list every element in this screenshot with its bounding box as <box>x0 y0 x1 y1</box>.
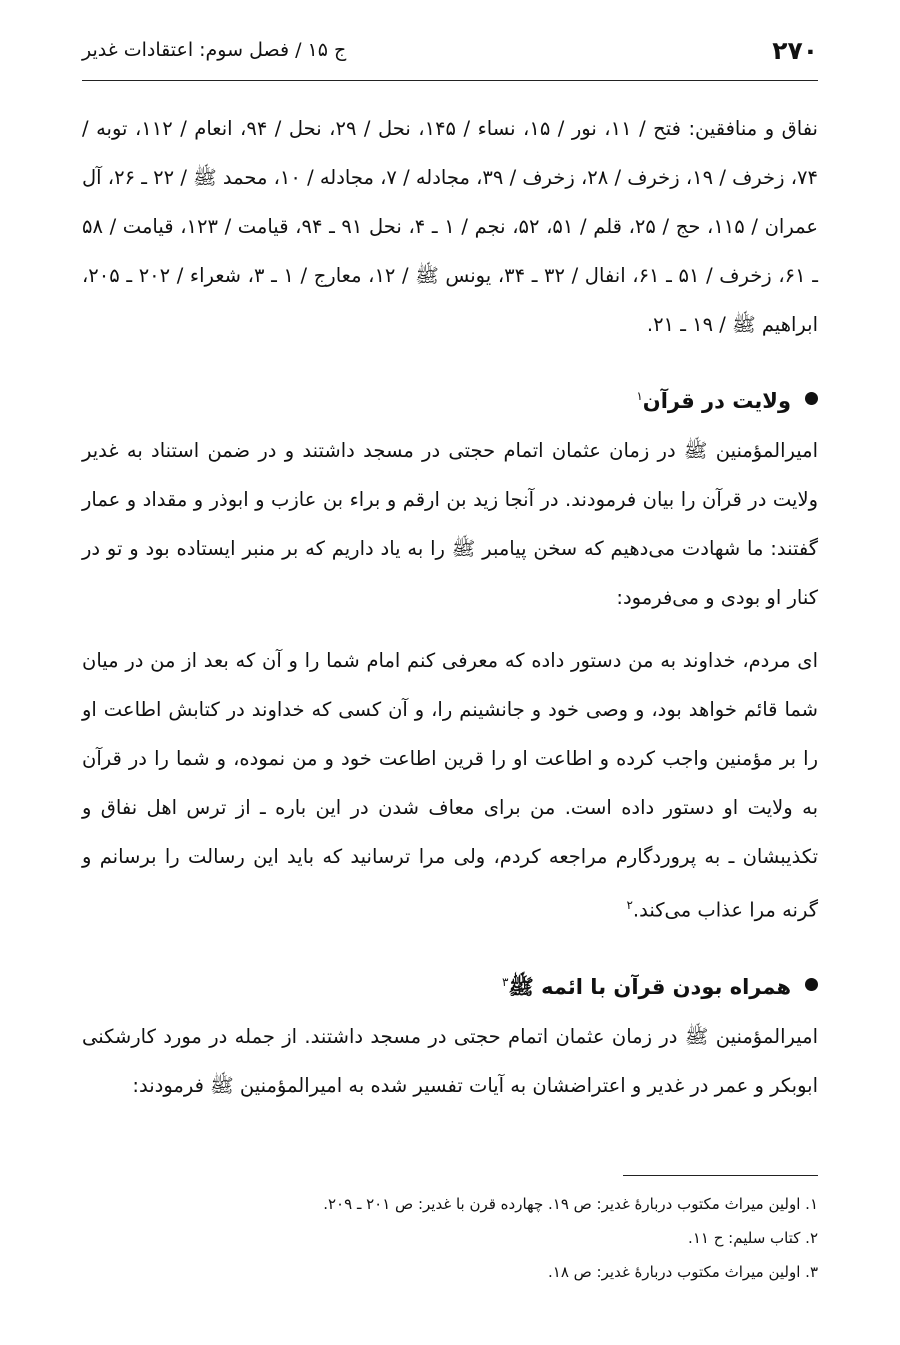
footnotes <box>82 1187 818 1289</box>
section1-paragraph1: امیرالمؤمنین ﷺ در زمان عثمان اتمام حجتی در مسجد داشتند و در ضمن استناد به غدیر ولایت در قرآن را بیان فرمودند. در آنجا زید بن ارقم و براء بن عازب و ابوذر و مقداد و عمار گفتند: ما شهادت می‌دهیم که سخن پیامبر ﷺ را به یاد داریم که بر منبر ایستاده بود و تو در کنار او بودی و می‌فرمود: <box>82 439 818 609</box>
bullet-icon <box>805 392 818 405</box>
bullet-icon <box>805 978 818 991</box>
running-title: ج ۱۵ / فصل سوم: اعتقادات غدیر <box>82 39 347 61</box>
footnote-item: ۱. اولین میراث مکتوب دربارهٔ غدیر: ص ۱۹. چهارده قرن با غدیر: ص ۲۰۱ ـ ۲۰۹. <box>323 1195 818 1213</box>
intro-paragraph: نفاق و منافقین: فتح / ۱۱، نور / ۱۵، نساء / ۱۴۵، نحل / ۲۹، نحل / ۹۴، انعام / ۱۱۲، توبه / ۷۴، زخرف / ۱۹، زخرف / ۲۸، زخرف / ۳۹، مجادله / ۷، مجادله / ۱۰، محمد ﷺ / ۲۲ ـ ۲۶، آل عمران / ۱۱۵، حج / ۲۵، قلم / ۵۱، ۵۲، نجم / ۱ ـ ۴، نحل ۹۱ ـ ۹۴، قیامت / ۱۲۳، قیامت / ۵۸ ـ ۶۱، زخرف / ۵۱ ـ ۶۱، انفال / ۳۲ ـ ۳۴، یونس ﷺ / ۱۲، معارج / ۱ ـ ۳، شعراء / ۲۰۲ ـ ۲۰۵، ابراهیم ﷺ / ۱۹ ـ ۲۱. <box>82 117 818 336</box>
footnote-marker: ۳ <box>501 974 509 989</box>
page-number: ۲۷۰ <box>772 36 818 65</box>
footnote-divider <box>623 1175 818 1176</box>
section-heading-quran-imams <box>82 957 818 1012</box>
footnote-marker: ۱ <box>636 389 643 403</box>
quote-text: ای مردم، خداوند به من دستور داده که معرفی کنم امام شما را و آن که بعد از من در میان شما قائم خواهد بود، و وصی خود و جانشینم را، و آن کسی که خداوند در کتابش اطاعت او را بر مؤمنین واجب کرده و اطاعت او را قرین اطاعت خود و من نموده، و شما را در قرآن به ولایت او دستور داده است. من برای معاف شدن در این باره ـ از ترس اهل نفاق و تکذیبشان ـ به پروردگارم مراجعه کردم، ولی مرا ترسانید که باید این رسالت را برسانم و گرنه مرا عذاب می‌کند. <box>82 649 818 922</box>
footnote-marker: ۲ <box>626 898 633 912</box>
section2-paragraph1: امیرالمؤمنین ﷺ در زمان عثمان اتمام حجتی در مسجد داشتند. از جمله در مورد کارشکنی ابوبکر و عمر در غدیر و اعتراضشان به آیات تفسیر شده به امیرالمؤمنین ﷺ فرمودند: <box>82 1024 818 1097</box>
section1-quote <box>82 636 818 935</box>
page-header <box>82 30 818 81</box>
page-content <box>82 100 818 1110</box>
section-title: همراه بودن قرآن با ائمه ﷺ <box>508 974 791 999</box>
footnote-item: ۳. اولین میراث مکتوب دربارهٔ غدیر: ص ۱۸. <box>547 1263 818 1281</box>
section-title: ولایت در قرآن <box>642 389 791 413</box>
section-heading-velayat <box>82 371 818 426</box>
footnote-item: ۲. کتاب سلیم: ح ۱۱. <box>688 1229 818 1247</box>
